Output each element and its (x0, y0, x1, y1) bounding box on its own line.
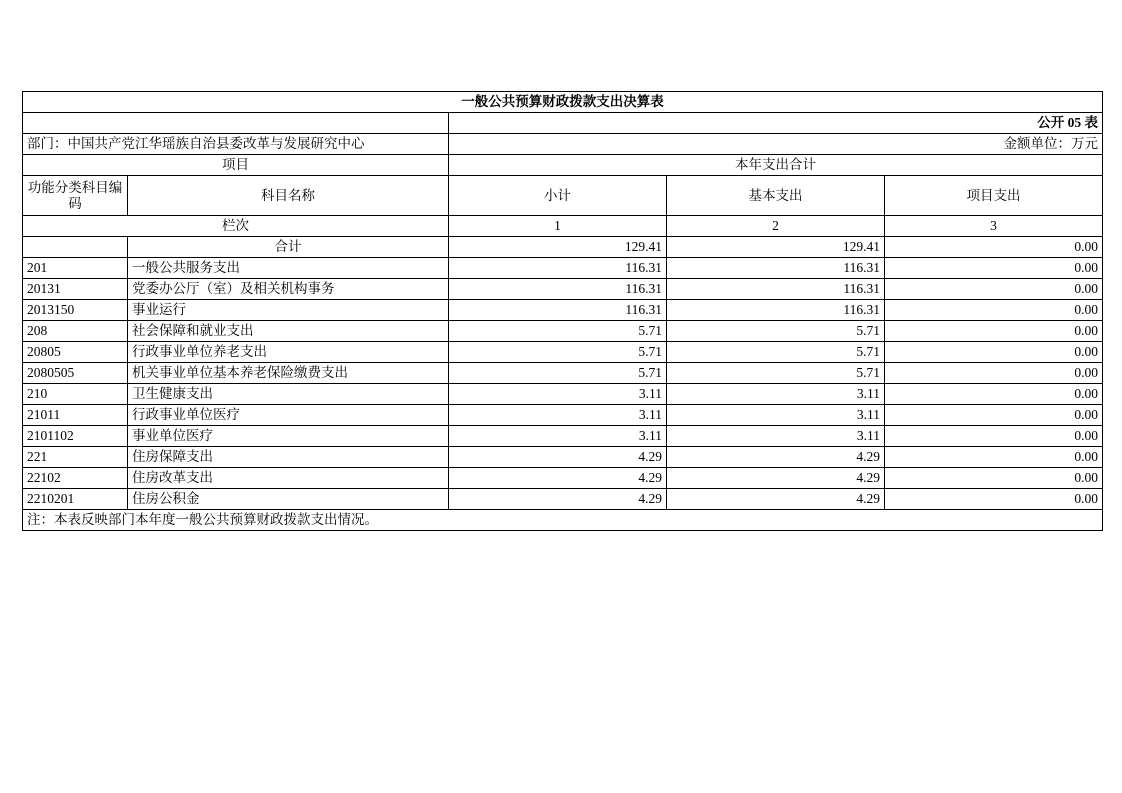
cell-project: 0.00 (885, 258, 1103, 279)
cell-name: 住房保障支出 (128, 447, 449, 468)
table-row (23, 342, 1103, 363)
cell-subtotal: 3.11 (449, 384, 667, 405)
cell-subtotal: 4.29 (449, 468, 667, 489)
cell-name: 卫生健康支出 (128, 384, 449, 405)
form-number: 公开 05 表 (449, 113, 1103, 134)
table-row (23, 489, 1103, 510)
table-row (23, 321, 1103, 342)
header-group-total: 本年支出合计 (449, 155, 1103, 176)
cell-code: 22102 (23, 468, 128, 489)
cell-code: 210 (23, 384, 128, 405)
cell-basic: 5.71 (667, 342, 885, 363)
cell-name: 事业单位医疗 (128, 426, 449, 447)
cell-subtotal: 3.11 (449, 405, 667, 426)
cell-name: 社会保障和就业支出 (128, 321, 449, 342)
cell-code: 21011 (23, 405, 128, 426)
department-line: 部门：中国共产党江华瑶族自治县委改革与发展研究中心 (23, 134, 449, 155)
cell-name: 合计 (128, 237, 449, 258)
cell-subtotal: 5.71 (449, 342, 667, 363)
title-row (23, 92, 1103, 113)
cell-project: 0.00 (885, 342, 1103, 363)
cell-basic: 5.71 (667, 363, 885, 384)
cell-project: 0.00 (885, 321, 1103, 342)
cell-code: 208 (23, 321, 128, 342)
cell-name: 一般公共服务支出 (128, 258, 449, 279)
cell-basic: 129.41 (667, 237, 885, 258)
cell-basic: 116.31 (667, 300, 885, 321)
cell-name: 事业运行 (128, 300, 449, 321)
cell-project: 0.00 (885, 426, 1103, 447)
spacer-cell (23, 113, 449, 134)
cell-basic: 3.11 (667, 405, 885, 426)
header-col-basic: 基本支出 (667, 176, 885, 216)
cell-code: 2101102 (23, 426, 128, 447)
cell-code: 20805 (23, 342, 128, 363)
cell-subtotal: 116.31 (449, 258, 667, 279)
cell-subtotal: 3.11 (449, 426, 667, 447)
table-row (23, 468, 1103, 489)
cell-name: 行政事业单位养老支出 (128, 342, 449, 363)
cell-project: 0.00 (885, 468, 1103, 489)
cell-project: 0.00 (885, 300, 1103, 321)
cell-code: 2013150 (23, 300, 128, 321)
cell-project: 0.00 (885, 405, 1103, 426)
table-row (23, 405, 1103, 426)
department-row (23, 134, 1103, 155)
cell-name: 住房公积金 (128, 489, 449, 510)
cell-basic: 116.31 (667, 279, 885, 300)
document-title: 一般公共预算财政拨款支出决算表 (23, 92, 1103, 113)
header-col-name: 科目名称 (128, 176, 449, 216)
budget-expenditure-sheet (22, 91, 1102, 531)
cell-project: 0.00 (885, 237, 1103, 258)
cell-subtotal: 116.31 (449, 279, 667, 300)
table-row (23, 447, 1103, 468)
column-number-1: 1 (449, 216, 667, 237)
column-header-row (23, 176, 1103, 216)
table-row (23, 363, 1103, 384)
cell-project: 0.00 (885, 489, 1103, 510)
cell-basic: 5.71 (667, 321, 885, 342)
cell-basic: 4.29 (667, 447, 885, 468)
table-row (23, 279, 1103, 300)
column-number-2: 2 (667, 216, 885, 237)
cell-project: 0.00 (885, 279, 1103, 300)
table-row (23, 300, 1103, 321)
table-row (23, 384, 1103, 405)
header-col-project: 项目支出 (885, 176, 1103, 216)
cell-code: 221 (23, 447, 128, 468)
cell-name: 机关事业单位基本养老保险缴费支出 (128, 363, 449, 384)
table-body (23, 237, 1103, 510)
cell-basic: 4.29 (667, 468, 885, 489)
cell-project: 0.00 (885, 447, 1103, 468)
cell-subtotal: 4.29 (449, 447, 667, 468)
group-header-row (23, 155, 1103, 176)
cell-code: 2080505 (23, 363, 128, 384)
table-row (23, 258, 1103, 279)
cell-code (23, 237, 128, 258)
cell-basic: 116.31 (667, 258, 885, 279)
cell-project: 0.00 (885, 363, 1103, 384)
expenditure-table (22, 91, 1103, 531)
column-row-label: 栏次 (23, 216, 449, 237)
cell-code: 201 (23, 258, 128, 279)
note-row (23, 510, 1103, 531)
amount-unit: 金额单位：万元 (449, 134, 1103, 155)
header-group-item: 项目 (23, 155, 449, 176)
cell-basic: 3.11 (667, 384, 885, 405)
cell-subtotal: 116.31 (449, 300, 667, 321)
table-note: 注：本表反映部门本年度一般公共预算财政拨款支出情况。 (23, 510, 1103, 531)
cell-subtotal: 5.71 (449, 363, 667, 384)
cell-subtotal: 5.71 (449, 321, 667, 342)
cell-basic: 4.29 (667, 489, 885, 510)
cell-code: 2210201 (23, 489, 128, 510)
cell-basic: 3.11 (667, 426, 885, 447)
table-row (23, 237, 1103, 258)
cell-name: 党委办公厅（室）及相关机构事务 (128, 279, 449, 300)
cell-code: 20131 (23, 279, 128, 300)
cell-subtotal: 4.29 (449, 489, 667, 510)
column-number-row (23, 216, 1103, 237)
column-number-3: 3 (885, 216, 1103, 237)
table-row (23, 426, 1103, 447)
form-number-row (23, 113, 1103, 134)
cell-name: 行政事业单位医疗 (128, 405, 449, 426)
cell-project: 0.00 (885, 384, 1103, 405)
cell-subtotal: 129.41 (449, 237, 667, 258)
header-col-code: 功能分类科目编码 (23, 176, 128, 216)
cell-name: 住房改革支出 (128, 468, 449, 489)
header-col-subtotal: 小计 (449, 176, 667, 216)
